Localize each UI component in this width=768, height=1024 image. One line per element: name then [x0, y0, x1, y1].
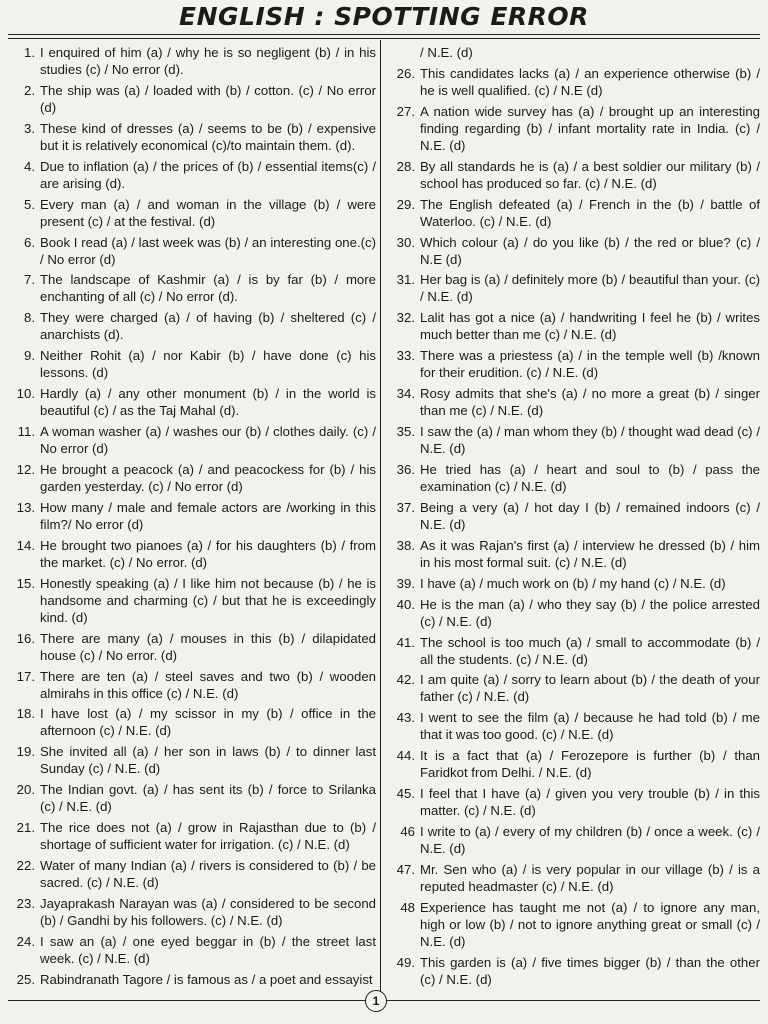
- question-item: [386, 103, 760, 154]
- question-item: [386, 385, 760, 419]
- question-item: [6, 120, 376, 154]
- question-number: 2.: [24, 82, 35, 98]
- question-text: Rosy admits that she's (a) / no more a great (b) / singer than me (c) / N.E. (d): [420, 386, 760, 419]
- question-text: Rabindranath Tagore / is famous as / a poet and essayist: [40, 971, 373, 987]
- question-text: Lalit has got a nice (a) / handwriting I feel he (b) / writes much better than me (c) / N.E. (d): [420, 310, 760, 343]
- question-number: 13.: [16, 499, 35, 515]
- question-text: By all standards he is (a) / a best soldier our military (b) / school has produced so far. (c) / N.E. (d): [420, 158, 760, 191]
- question-number: 29.: [396, 196, 415, 212]
- question-text: Water of many Indian (a) / rivers is considered to (b) / be sacred. (c) / N.E. (d): [40, 858, 376, 891]
- question-number: 45.: [396, 786, 415, 802]
- question-text: The landscape of Kashmir (a) / is by far (b) / more enchanting of all (c) / No error (d).: [40, 272, 376, 305]
- question-number: 5.: [24, 196, 35, 212]
- page-title: ENGLISH : SPOTTING ERROR: [179, 2, 589, 31]
- question-text: I am quite (a) / sorry to learn about (b) / the death of your father (c) / N.E. (d): [420, 672, 760, 705]
- question-text: A woman washer (a) / washes our (b) / clothes daily. (c) / No error (d): [40, 424, 376, 457]
- question-text: As it was Rajan's first (a) / interview he dressed (b) / him in his most formal suit. (c) / N.E. (d): [420, 537, 760, 570]
- question-text: The Indian govt. (a) / has sent its (b) / force to Srilanka (c) / N.E. (d): [40, 782, 376, 815]
- question-number: 24.: [16, 933, 35, 949]
- question-text: It is a fact that (a) / Ferozepore is further (b) / than Faridkot from Delhi. / N.E. (d): [420, 748, 760, 781]
- question-number: 42.: [396, 672, 415, 688]
- question-text: / N.E. (d): [420, 45, 473, 60]
- title-rule: [8, 34, 760, 35]
- question-text: This candidates lacks (a) / an experience otherwise (b) / he is well qualified. (c) / N.E (d): [420, 65, 760, 98]
- question-number: 47.: [396, 861, 415, 877]
- question-number: 49.: [396, 954, 415, 970]
- question-item: [386, 234, 760, 268]
- title-rule-inner: [8, 38, 760, 39]
- question-item: [386, 671, 760, 705]
- question-item: [6, 158, 376, 192]
- question-item: [6, 819, 376, 853]
- question-text: I write to (a) / every of my children (b) / once a week. (c) / N.E. (d): [420, 824, 760, 857]
- question-number: 1.: [24, 45, 35, 60]
- question-text: Honestly speaking (a) / I like him not because (b) / he is handsome and charming (c) / but that he is exceedingly kind. (d): [40, 575, 376, 625]
- question-item: [6, 668, 376, 702]
- question-text: The ship was (a) / loaded with (b) / cotton. (c) / No error (d): [40, 82, 376, 115]
- question-number: 18.: [16, 706, 35, 722]
- question-item: [6, 461, 376, 495]
- question-item: [386, 196, 760, 230]
- question-text: How many / male and female actors are /working in this film?/ No error (d): [40, 499, 376, 532]
- question-number: 30.: [396, 234, 415, 250]
- question-number: 16.: [16, 630, 35, 646]
- question-item: [386, 499, 760, 533]
- question-text: Hardly (a) / any other monument (b) / in the world is beautiful (c) / as the Taj Mahal (d).: [40, 386, 376, 419]
- question-text: Due to inflation (a) / the prices of (b) / essential items(c) / are arising (d).: [40, 158, 376, 191]
- question-number: 46: [400, 824, 415, 840]
- question-item: [386, 65, 760, 99]
- question-number: 23.: [16, 895, 35, 911]
- question-number: 22.: [16, 858, 35, 874]
- question-text: There was a priestess (a) / in the temple well (b) /known for their erudition. (c) / N.E. (d): [420, 348, 760, 381]
- question-item: [6, 234, 376, 268]
- question-number: 34.: [396, 386, 415, 402]
- question-text: Experience has taught me not (a) / to ignore any man, high or low (b) / not to ignore anything great or small (c) / N.E. (d): [420, 899, 760, 949]
- question-item: [6, 44, 376, 78]
- column-divider: [380, 40, 381, 998]
- question-item: [6, 82, 376, 116]
- question-text: There are ten (a) / steel saves and two (b) / wooden almirahs in this office (c) / N.E. (d): [40, 668, 376, 701]
- question-item: [386, 158, 760, 192]
- question-item: [6, 347, 376, 381]
- question-item: [6, 895, 376, 929]
- question-text: The English defeated (a) / French in the (b) / battle of Waterloo. (c) / N.E. (d): [420, 196, 760, 229]
- question-item: [386, 537, 760, 571]
- question-item: [386, 461, 760, 495]
- question-text: I went to see the film (a) / because he had told (b) / me that it was too good. (c) / N.E. (d): [420, 710, 760, 743]
- question-item: [386, 347, 760, 381]
- question-item: [6, 630, 376, 664]
- question-text: Mr. Sen who (a) / is very popular in our village (b) / is a reputed headmaster (c) / N.E. (d): [420, 861, 760, 894]
- question-number: 32.: [396, 310, 415, 326]
- question-number: 12.: [16, 461, 35, 477]
- question-number: 14.: [16, 537, 35, 553]
- question-number: 15.: [16, 575, 35, 591]
- question-text: She invited all (a) / her son in laws (b) / to dinner last Sunday (c) / N.E. (d): [40, 744, 376, 777]
- question-number: 27.: [396, 103, 415, 119]
- question-item: [386, 634, 760, 668]
- question-item: [386, 823, 760, 857]
- question-text: The school is too much (a) / small to accommodate (b) / all the students. (c) / N.E. (d): [420, 634, 760, 667]
- question-text: These kind of dresses (a) / seems to be (b) / expensive but it is relatively economical (c)/to maintain them. (d).: [40, 120, 376, 153]
- question-item: [386, 44, 760, 61]
- question-number: 37.: [396, 499, 415, 515]
- question-item: [6, 309, 376, 343]
- question-item: [6, 196, 376, 230]
- question-number: 19.: [16, 744, 35, 760]
- question-text: He brought two pianoes (a) / for his daughters (b) / from the market. (c) / No error. (d): [40, 537, 376, 570]
- question-text: Being a very (a) / hot day I (b) / remained indoors (c) / N.E. (d): [420, 499, 760, 532]
- question-number: 20.: [16, 782, 35, 798]
- question-number: 4.: [24, 158, 35, 174]
- question-number: 28.: [396, 158, 415, 174]
- question-text: He tried has (a) / heart and soul to (b) / pass the examination (c) / N.E. (d): [420, 461, 760, 494]
- question-text: This garden is (a) / five times bigger (b) / than the other (c) / N.E. (d): [420, 954, 760, 987]
- question-item: [6, 705, 376, 739]
- question-item: [6, 271, 376, 305]
- question-text: There are many (a) / mouses in this (b) / dilapidated house (c) / No error. (d): [40, 630, 376, 663]
- question-item: [6, 781, 376, 815]
- question-text: I have (a) / much work on (b) / my hand (c) / N.E. (d): [420, 575, 726, 591]
- question-item: [386, 785, 760, 819]
- question-text: The rice does not (a) / grow in Rajasthan due to (b) / shortage of sufficient water for irrigation. (c) / N.E. (d): [40, 820, 376, 853]
- question-number: 25.: [16, 971, 35, 987]
- question-number: 48: [400, 899, 415, 915]
- question-number: 35.: [396, 424, 415, 440]
- question-text: Jayaprakash Narayan was (a) / considered to be second (b) / Gandhi by his followers. (c) / N.E. (d): [40, 895, 376, 928]
- page-number: 1: [365, 990, 387, 1012]
- question-item: [386, 423, 760, 457]
- question-text: I saw the (a) / man whom they (b) / thought wad dead (c) / N.E. (d): [420, 424, 760, 457]
- question-item: [386, 899, 760, 950]
- question-number: 39.: [396, 575, 415, 591]
- left-question-column: [6, 44, 376, 988]
- question-number: 8.: [24, 310, 35, 326]
- question-text: Book I read (a) / last week was (b) / an interesting one.(c) / No error (d): [40, 234, 376, 267]
- question-text: I saw an (a) / one eyed beggar in (b) / the street last week. (c) / N.E. (d): [40, 933, 376, 966]
- question-number: 7.: [24, 272, 35, 288]
- question-text: Neither Rohit (a) / nor Kabir (b) / have done (c) his lessons. (d): [40, 348, 376, 381]
- question-item: [6, 537, 376, 571]
- question-text: He is the man (a) / who they say (b) / the police arrested (c) / N.E. (d): [420, 596, 760, 629]
- question-item: [6, 575, 376, 626]
- question-text: They were charged (a) / of having (b) / sheltered (c) / anarchists (d).: [40, 310, 376, 343]
- question-number: 11.: [17, 424, 35, 440]
- question-number: 6.: [24, 234, 35, 250]
- question-item: [386, 861, 760, 895]
- question-number: 44.: [396, 748, 415, 764]
- question-item: [6, 933, 376, 967]
- question-item: [386, 954, 760, 988]
- question-item: [386, 747, 760, 781]
- question-item: [6, 743, 376, 777]
- question-item: [386, 596, 760, 630]
- question-item: [6, 499, 376, 533]
- question-item: [386, 575, 760, 592]
- question-item: [386, 309, 760, 343]
- question-item: [6, 385, 376, 419]
- question-number: 3.: [24, 120, 35, 136]
- question-item: [6, 423, 376, 457]
- question-text: Which colour (a) / do you like (b) / the red or blue? (c) / N.E (d): [420, 234, 760, 267]
- question-number: 41.: [396, 634, 415, 650]
- question-number: 17.: [16, 668, 35, 684]
- question-item: [6, 857, 376, 891]
- question-text: I have lost (a) / my scissor in my (b) / office in the afternoon (c) / N.E. (d): [40, 706, 376, 739]
- question-text: Her bag is (a) / definitely more (b) / beautiful than your. (c) / N.E. (d): [420, 272, 760, 305]
- question-number: 10.: [16, 386, 35, 402]
- question-text: A nation wide survey has (a) / brought up an interesting finding regarding (b) / infant mortality rate in India. (c) / N.E. (d): [420, 103, 760, 153]
- question-number: 21.: [16, 820, 35, 836]
- question-number: 31.: [396, 272, 415, 288]
- question-number: 33.: [396, 348, 415, 364]
- question-number: 43.: [396, 710, 415, 726]
- question-text: I enquired of him (a) / why he is so negligent (b) / in his studies (c) / No error (d).: [40, 45, 376, 77]
- question-number: 40.: [396, 596, 415, 612]
- question-item: [386, 271, 760, 305]
- question-text: Every man (a) / and woman in the village (b) / were present (c) / at the festival. (d): [40, 196, 376, 229]
- right-question-column: [386, 44, 760, 988]
- question-number: 38.: [396, 537, 415, 553]
- question-item: [386, 709, 760, 743]
- question-number: 9.: [24, 348, 35, 364]
- question-number: 36.: [396, 461, 415, 477]
- question-item: [6, 971, 376, 988]
- question-text: He brought a peacock (a) / and peacockess for (b) / his garden yesterday. (c) / No error (d): [40, 461, 376, 494]
- question-text: I feel that I have (a) / given you very trouble (b) / in this matter. (c) / N.E. (d): [420, 786, 760, 819]
- question-number: 26.: [396, 65, 415, 81]
